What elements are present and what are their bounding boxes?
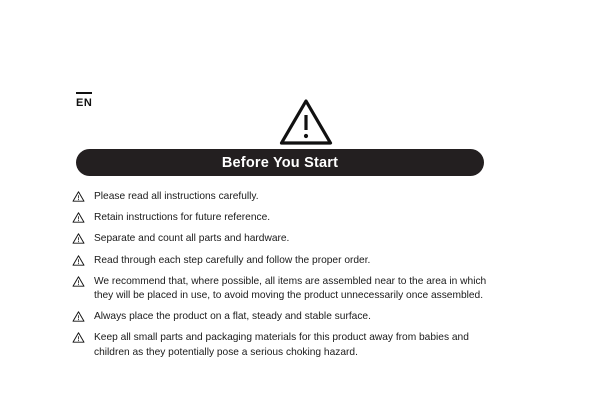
instructions-list: [72, 190, 492, 367]
warning-triangle-icon: [72, 331, 94, 343]
instruction-text: Separate and count all parts and hardware.: [94, 233, 290, 245]
instruction-text: Always place the product on a flat, steady and stable surface.: [94, 311, 371, 323]
warning-triangle-icon: [72, 190, 94, 202]
instruction-text: Please read all instructions carefully.: [94, 191, 259, 202]
banner-title: Before You Start: [221, 154, 339, 171]
warning-triangle-icon: [72, 275, 94, 287]
instruction-text: Keep all small parts and packaging materials for this product away from babies and children as they potentially pose a serious choking hazard.: [94, 332, 469, 358]
warning-triangle-icon: [72, 232, 94, 244]
list-item: [72, 254, 492, 268]
instruction-text: Retain instructions for future reference.: [94, 212, 271, 224]
language-tag: EN: [76, 92, 92, 110]
instruction-text: Read through each step carefully and follow the proper order.: [94, 254, 371, 266]
list-item: [72, 275, 492, 303]
list-item: [72, 331, 492, 359]
list-item: [72, 232, 492, 246]
warning-triangle-icon: [279, 98, 333, 146]
list-item: [72, 190, 492, 204]
warning-triangle-icon: [72, 254, 94, 266]
instruction-text: We recommend that, where possible, all items are assembled near to the area in which they will be placed in use, to avoid moving the product unnecessarily once assembled.: [94, 275, 487, 302]
list-item: [72, 310, 492, 324]
warning-triangle-icon: [72, 310, 94, 322]
list-item: [72, 211, 492, 225]
warning-triangle-icon: [72, 211, 94, 223]
before-you-start-banner: [76, 149, 484, 176]
